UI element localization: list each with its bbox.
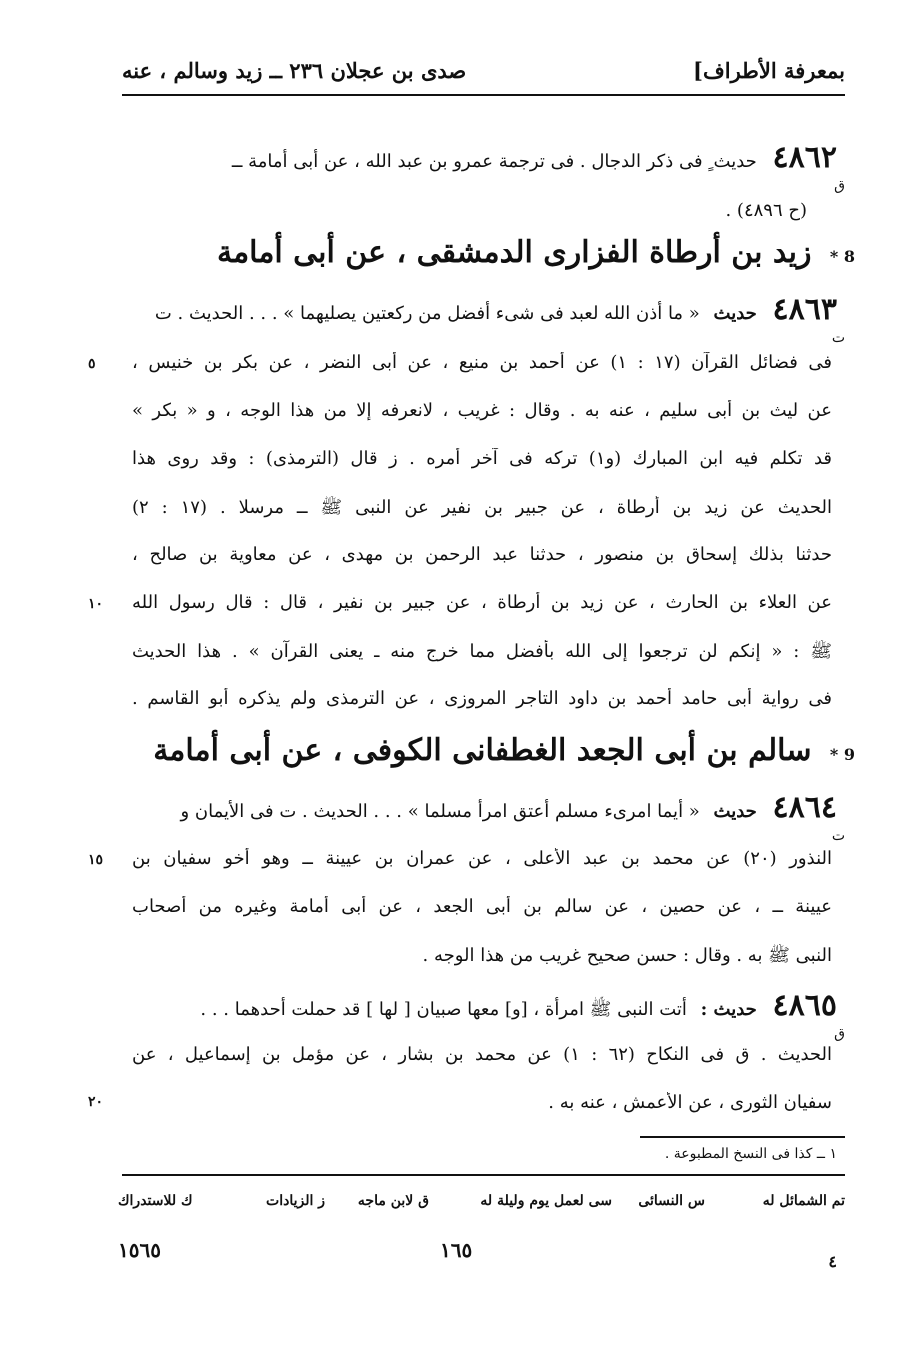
text-line: عن ليث بن أبى سليم ، عنه به . وقال : غريب ، لانعرفه إلا من هذا الوجه ، و « بكر » (132, 400, 832, 421)
header-subtitle: صدى بن عجلان ٢٣٦ ــ زيد وسالم ، عنه (122, 58, 467, 83)
entry-text: أتت النبى ﷺ امرأة ، [و] معها صبيان [ لها ] قد حملت أحدهما . . . (200, 999, 687, 1020)
entry-text: « أيما امرىء مسلم أعتق امرأ مسلما » . . . الحديث . ت فى الأيمان و (180, 801, 700, 822)
text-line: فى رواية أبى حامد أحمد بن داود التاجر المروزى ، عن الترمذى ولم يذكره أبو القاسم . (132, 688, 832, 709)
text-line: النبى ﷺ به . وقال : حسن صحيح غريب من هذا الوجه . (422, 945, 832, 966)
entry-text: « ما أذن الله لعبد فى شىء أفضل من ركعتين يصليهما » . . . الحديث . ت (154, 303, 700, 324)
page-number: ١٦٥ (440, 1238, 473, 1262)
siglum-legend: س النسائى (638, 1193, 705, 1209)
line-number: ٢٠ (88, 1094, 104, 1110)
section-number: 9 * (829, 745, 855, 764)
volume-number: ٤ (828, 1252, 837, 1271)
siglum-legend: ز الزيادات (266, 1193, 325, 1209)
cumulative-page-number: ١٥٦٥ (118, 1238, 161, 1262)
entry-4863 (155, 292, 837, 327)
entry-4862 (232, 140, 837, 175)
entry-text: حديث ٍ فى ذكر الدجال . فى ترجمة عمرو بن عبد الله ، عن أبى أمامة ــ (231, 151, 757, 172)
entry-lead: حديث (713, 801, 757, 822)
section-heading (153, 733, 855, 768)
entry-4865 (200, 988, 837, 1024)
siglum-legend: سى لعمل يوم وليلة له (480, 1193, 612, 1209)
header-title: بمعرفة الأطراف] (693, 58, 845, 83)
entry-lead: حديث (713, 303, 757, 324)
header-rule (122, 94, 845, 96)
entry-number: ٤٨٦٢ (772, 140, 837, 175)
text-line: الحديث . ق فى النكاح (٦٢ : ١) عن محمد بن بشار ، عن مؤمل بن إسماعيل ، عن (132, 1044, 832, 1065)
text-line: سفيان الثورى ، عن الأعمش ، عنه به . (548, 1092, 832, 1113)
text-line: حدثنا بذلك إسحاق بن منصور ، حدثنا عبد الرحمن بن مهدى ، عن معاوية بن صالح ، (132, 544, 832, 565)
siglum-mark: ق (834, 1026, 845, 1042)
text-line: ﷺ : « إنكم لن ترجعوا إلى الله بأفضل مما خرج منه ـ يعنى القرآن » . هذا الحديث (132, 641, 832, 662)
line-number: ١٠ (88, 596, 104, 612)
line-number: ٥ (88, 356, 96, 372)
text-line: الحديث عن زيد بن أرطاة ، عن جبير بن نفير عن النبى ﷺ ــ مرسلا . (١٧ : ٢) (132, 497, 832, 518)
entry-text: (ح ٤٨٩٦) . (725, 200, 807, 221)
text-line: عن العلاء بن الحارث ، عن زيد بن أرطاة ، عن جبير بن نفير ، قال : قال رسول الله (132, 592, 832, 613)
text-line: فى فضائل القرآن (١٧ : ١) عن أحمد بن منيع ، عن أبى النضر ، عن بكر بن خنيس ، (132, 352, 832, 373)
text-line: النذور (٢٠) عن محمد بن عبد الأعلى ، عن عمران بن عيينة ــ وهو أخو سفيان بن (132, 848, 832, 869)
siglum-legend: ك للاستدراك (118, 1193, 193, 1209)
sigla-rule (122, 1174, 845, 1176)
siglum-legend: ق لابن ماجه (357, 1193, 429, 1209)
section-title: زيد بن أرطاة الفزارى الدمشقى ، عن أبى أمامة (217, 235, 812, 270)
footnote: ١ ــ كذا فى النسخ المطبوعة . (664, 1146, 837, 1162)
text-line: قد تكلم فيه ابن المبارك (و١) تركه فى آخر أمره . ز قال (الترمذى) : وقد روى هذا (132, 448, 832, 469)
section-heading (217, 235, 855, 270)
text-line: عيينة ــ ، عن حصين ، عن سالم بن أبى الجعد ، عن أبى أمامة وغيره من أصحاب (132, 896, 832, 917)
section-number: 8 * (829, 247, 855, 266)
line-number: ١٥ (88, 852, 104, 868)
siglum-mark: ت (831, 828, 845, 844)
entry-lead: حديث : (700, 999, 757, 1020)
entry-number: ٤٨٦٣ (772, 292, 837, 327)
entry-4864 (181, 790, 838, 825)
siglum-legend: تم الشمائل له (762, 1193, 845, 1209)
entry-number: ٤٨٦٤ (772, 790, 837, 825)
siglum-mark: ق (834, 178, 845, 194)
footnote-rule (640, 1136, 845, 1138)
entry-number: ٤٨٦٥ (772, 988, 837, 1023)
siglum-mark: ت (831, 330, 845, 346)
section-title: سالم بن أبى الجعد الغطفانى الكوفى ، عن أبى أمامة (153, 733, 812, 768)
